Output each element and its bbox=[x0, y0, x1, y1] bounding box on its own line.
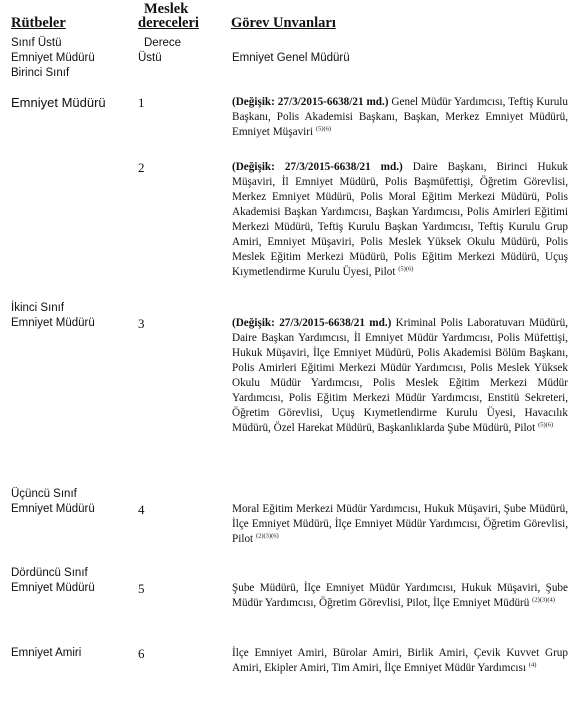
degree-cell: 1 bbox=[138, 95, 145, 110]
degree-cell: 3 bbox=[138, 316, 145, 331]
degree-cell: Derece Üstü bbox=[138, 37, 182, 64]
footnote-ref: (2)(3)(4) bbox=[532, 596, 555, 604]
amendment-note: (Değişik: 27/3/2015-6638/21 md.) bbox=[232, 161, 403, 173]
footnote-ref: (5)(6) bbox=[538, 421, 554, 429]
footnote-ref: (2)(3)(6) bbox=[255, 532, 279, 540]
footnote-ref: (5)(6) bbox=[315, 125, 332, 133]
rank-cell: Üçüncü Sınıf Emniyet Müdürü bbox=[11, 488, 95, 515]
titles-cell: Moral Eğitim Merkezi Müdür Yardımcısı, Hukuk Müşaviri, Şube Müdürü, İlçe Emniyet Müdürü, İlçe Emniyet Müdür Yardımcısı, Öğretim Görevlisi, Pilot $^{(2)(3)(6)}$ bbox=[232, 503, 568, 545]
rank-cell: Dördüncü Sınıf Emniyet Müdürü bbox=[11, 567, 95, 594]
titles-cell: (Değişik: 27/3/2015-6638/21 md.) Kriminal Polis Laboratuvarı Müdürü, Daire Başkan Yardımcısı, İl Emniyet Müdür Yardımcısı, Polis Müfettişi, Hukuk Müşaviri, İlçe Emniyet Müdürü, Polis Akademisi Bölüm Başkanı, Polis Amirleri Eğitimi Merkezi Müdür Yardımcısı, Polis Meslek Yüksek Okulu Müdür Yardımcısı, Polis Meslek Eğitim Merkezi Müdür Yardımcısı, Polis Eğitim Merkezi Müdür Yardımcısı, Enstitü Sekreteri, Öğretim Görevlisi, Uçuş Kıymetlendirme Kurulu Üyesi, Havacılık Müdürü, Özel Harekat Müdürü, Başkanlıklarda Şube Müdürü, Pilot $^{(5)(6)}$ bbox=[232, 317, 568, 434]
rank-cell: Sınıf Üstü Emniyet Müdürü Birinci Sınıf bbox=[11, 37, 95, 79]
titles-cell: Emniyet Genel Müdürü bbox=[232, 52, 350, 64]
amendment-note: (Değişik: 27/3/2015-6638/21 md.) bbox=[232, 96, 389, 108]
titles-cell: (Değişik: 27/3/2015-6638/21 md.) Genel Müdür Yardımcısı, Teftiş Kurulu Başkanı, Polis Akademisi Başkanı, Başkan, Merkez Emniyet Müdürü, Emniyet Müşaviri $^{(5)(6)}$ bbox=[232, 96, 568, 138]
rank-cell: Emniyet Müdürü bbox=[11, 95, 106, 110]
titles-cell: Şube Müdürü, İlçe Emniyet Müdür Yardımcısı, Hukuk Müşaviri, Şube Müdür Yardımcısı, Öğretim Görevlisi, Pilot, İlçe Emniyet Müdürü $^{(2)(3)(4)}$ bbox=[232, 582, 568, 609]
rank-cell: İkinci Sınıf Emniyet Müdürü bbox=[11, 302, 95, 329]
footnote-ref: (4) bbox=[528, 661, 537, 669]
header-degrees: Meslek dereceleri bbox=[138, 1, 199, 31]
degree-cell: 2 bbox=[138, 160, 145, 175]
titles-cell: (Değişik: 27/3/2015-6638/21 md.) Daire Başkanı, Birinci Hukuk Müşaviri, İl Emniyet Müdürü, Polis Başmüfettişi, Öğretim Görevlisi, Merkez Emniyet Müdürü, Polis Moral Eğitim Merkezi Müdürü, Polis Akademisi Başkan Yardımcısı, Başkan Yardımcısı, Polis Amirleri Eğitimi Merkezi Müdürü, Teftiş Kurulu Başkan Yardımcısı, Teftiş Kurulu Grup Amiri, Emniyet Müşaviri, Polis Meslek Yüksek Okulu Müdürü, Polis Meslek Eğitim Merkezi Müdürü, Polis Eğitim Merkezi Müdürü, Uçuş Kıymetlendirme Kurulu Üyesi, Pilot $^{(5)(6)}$ bbox=[232, 161, 569, 278]
footnote-ref: (5)(6) bbox=[398, 265, 414, 273]
header-titles: Görev Unvanları bbox=[231, 15, 336, 31]
amendment-note: (Değişik: 27/3/2015-6638/21 md.) bbox=[232, 317, 392, 329]
titles-cell: İlçe Emniyet Amiri, Bürolar Amiri, Birlik Amiri, Çevik Kuvvet Grup Amiri, Ekipler Amiri, Tim Amiri, İlçe Emniyet Müdür Yardımcısı $^{(4)}$ bbox=[232, 647, 568, 674]
header-ranks: Rütbeler bbox=[11, 15, 66, 31]
degree-cell: 6 bbox=[138, 646, 145, 661]
degree-cell: 4 bbox=[138, 502, 145, 517]
degree-cell: 5 bbox=[138, 581, 145, 596]
rank-cell: Emniyet Amiri bbox=[11, 647, 82, 659]
